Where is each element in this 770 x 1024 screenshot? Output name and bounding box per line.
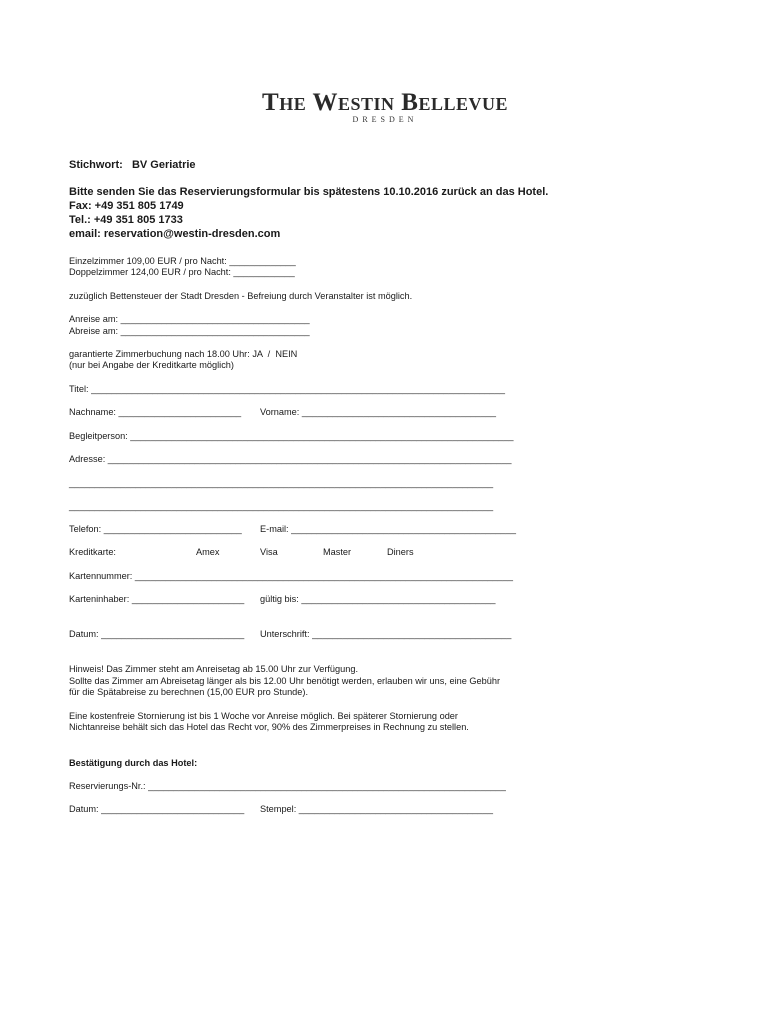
- phone-field[interactable]: Telefon: ___________________________: [69, 524, 242, 534]
- logo-name: The Westin Bellevue: [262, 89, 508, 116]
- address-field[interactable]: Adresse: _______________________________________________________________________________: [69, 454, 512, 464]
- guaranteed-booking-note: (nur bei Angabe der Kreditkarte möglich): [69, 360, 234, 370]
- fax-line: Fax: +49 351 805 1749: [69, 200, 184, 212]
- guaranteed-booking-option[interactable]: garantierte Zimmerbuchung nach 18.00 Uhr: JA / NEIN: [69, 349, 298, 359]
- tel-line: Tel.: +49 351 805 1733: [69, 214, 183, 226]
- companion-field[interactable]: Begleitperson: ___________________________________________________________________________: [69, 431, 514, 441]
- lastname-field[interactable]: Nachname: ________________________: [69, 407, 242, 417]
- hint-line-1: Hinweis! Das Zimmer steht am Anreisetag ab 15.00 Uhr zur Verfügung.: [69, 664, 359, 674]
- stamp-field[interactable]: Stempel: ______________________________________: [260, 804, 493, 814]
- cardholder-field[interactable]: Karteninhaber: ______________________: [69, 594, 245, 604]
- arrival-field[interactable]: Anreise am: _____________________________________: [69, 314, 310, 324]
- tax-note: zuzüglich Bettensteuer der Stadt Dresden - Befreiung durch Veranstalter ist möglich.: [69, 291, 413, 301]
- confirmation-heading: Bestätigung durch das Hotel:: [69, 758, 198, 768]
- card-option-visa[interactable]: Visa: [260, 547, 278, 557]
- hint-line-2: Sollte das Zimmer am Abreisetag länger als bis 12.00 Uhr benötigt werden, erlauben wir uns, eine Gebühr: [69, 676, 501, 686]
- cardnumber-field[interactable]: Kartennummer: __________________________________________________________________________: [69, 571, 513, 581]
- double-room-field[interactable]: Doppelzimmer 124,00 EUR / pro Nacht: ____________: [69, 267, 295, 277]
- creditcard-label: Kreditkarte:: [69, 547, 116, 557]
- firstname-field[interactable]: Vorname: ______________________________________: [260, 407, 497, 417]
- card-option-amex[interactable]: Amex: [196, 547, 220, 557]
- title-field[interactable]: Titel: _________________________________________________________________________________: [69, 384, 506, 394]
- single-room-field[interactable]: Einzelzimmer 109,00 EUR / pro Nacht: _____________: [69, 256, 296, 266]
- signature-field[interactable]: Unterschrift: _______________________________________: [260, 629, 512, 639]
- address-line-2[interactable]: ___________________________________________________________________________________: [69, 478, 494, 488]
- date-field[interactable]: Datum: ____________________________: [69, 629, 245, 639]
- hint-line-3: für die Spätabreise zu berechnen (15,00 EUR pro Stunde).: [69, 687, 309, 697]
- valid-until-field[interactable]: gültig bis: ______________________________________: [260, 594, 496, 604]
- reservation-number-field[interactable]: Reservierungs-Nr.: ______________________________________________________________________: [69, 781, 506, 791]
- email-line: email: reservation@westin-dresden.com: [69, 228, 281, 240]
- card-option-master[interactable]: Master: [323, 547, 352, 557]
- email-field[interactable]: E-mail: ____________________________________________: [260, 524, 516, 534]
- address-line-3[interactable]: ___________________________________________________________________________________: [69, 501, 494, 511]
- logo-city: DRESDEN: [352, 115, 418, 124]
- instruction-line: Bitte senden Sie das Reservierungsformular bis spätestens 10.10.2016 zurück an das Hotel.: [69, 186, 549, 198]
- card-option-diners[interactable]: Diners: [387, 547, 414, 557]
- departure-field[interactable]: Abreise am: _____________________________________: [69, 326, 310, 336]
- confirmation-date-field[interactable]: Datum: ____________________________: [69, 804, 245, 814]
- cancellation-line-2: Nichtanreise behält sich das Hotel das Recht vor, 90% des Zimmerpreises in Rechnung zu stellen.: [69, 722, 469, 732]
- cancellation-line-1: Eine kostenfreie Stornierung ist bis 1 Woche vor Anreise möglich. Bei späterer Stornierung oder: [69, 711, 458, 721]
- keyword-line: Stichwort: BV Geriatrie: [69, 159, 196, 171]
